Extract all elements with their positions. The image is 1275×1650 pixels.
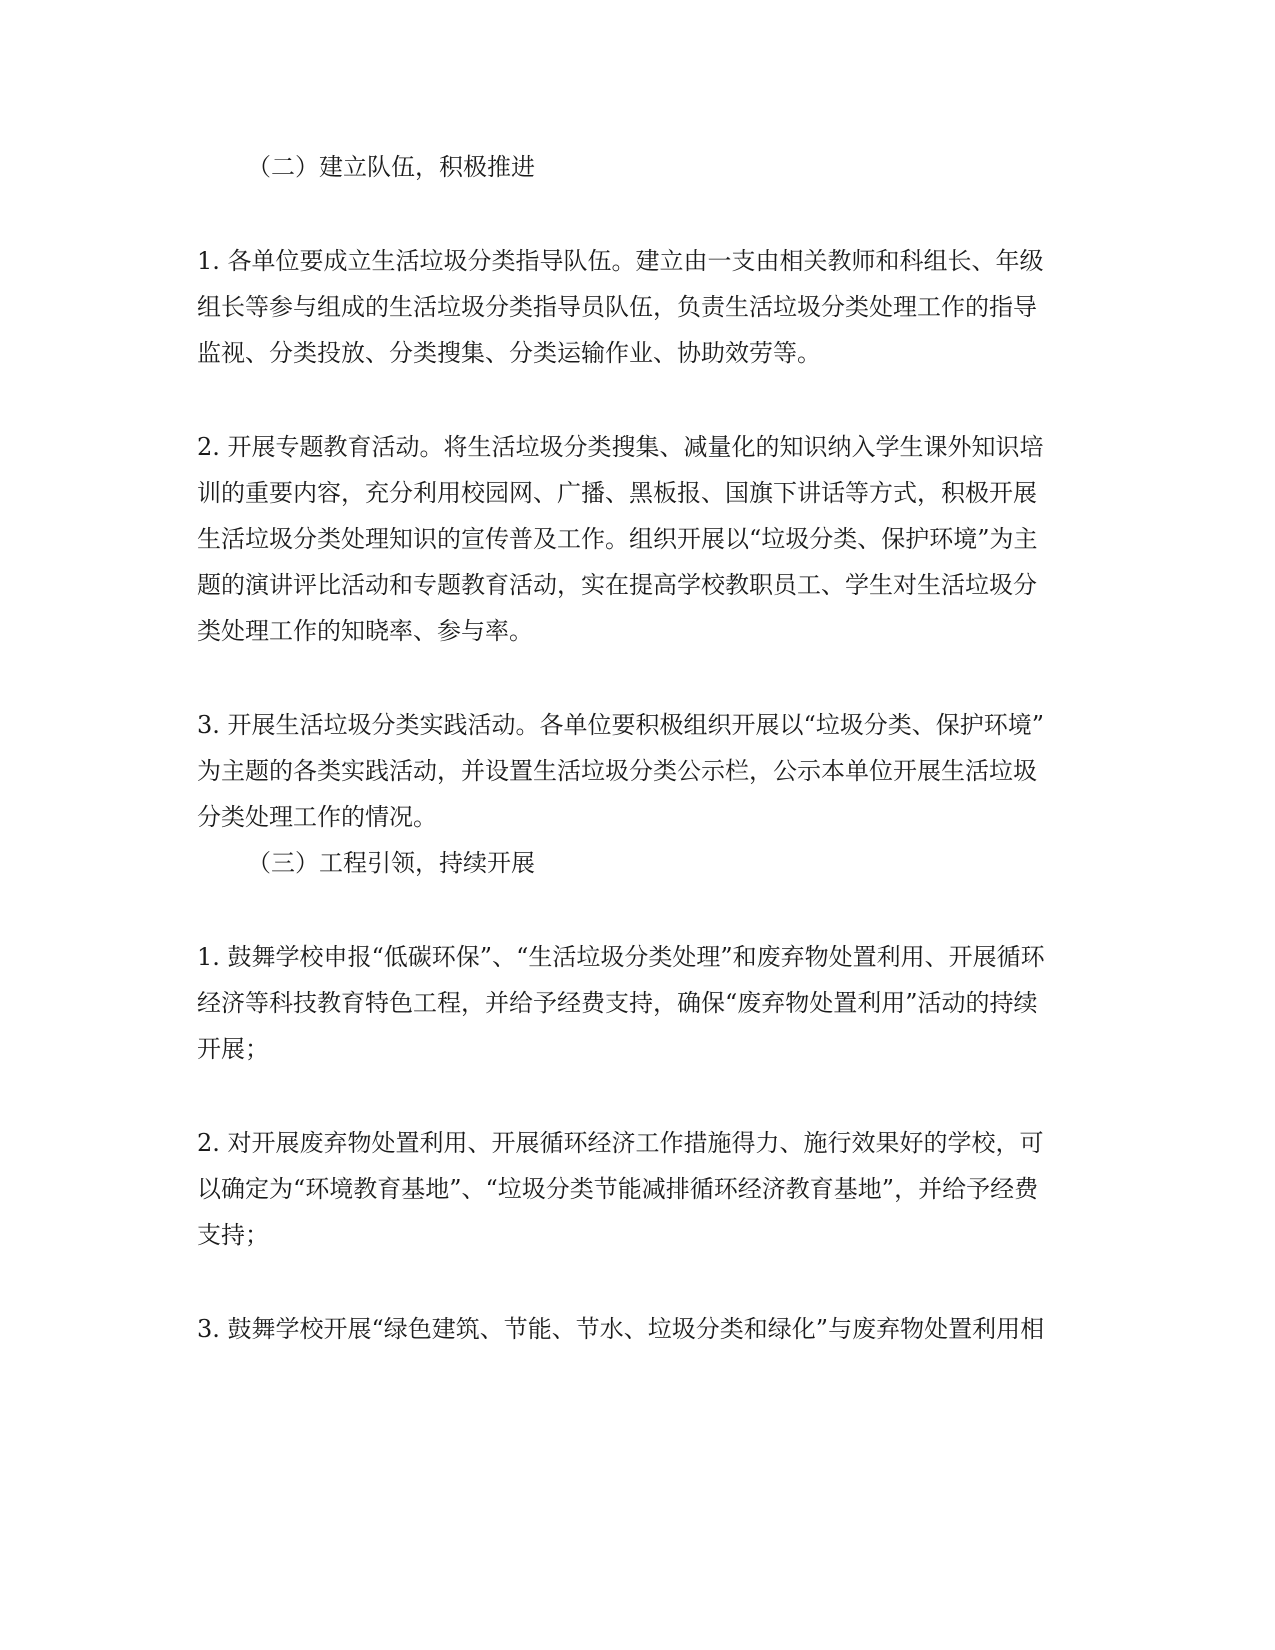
paragraph-line: 分类处理工作的情况。 xyxy=(197,803,437,831)
paragraph-line: 组长等参与组成的生活垃圾分类指导员队伍，负责生活垃圾分类处理工作的指导 xyxy=(197,293,1037,321)
paragraph-line: 3. 鼓舞学校开展“绿色建筑、节能、节水、垃圾分类和绿化”与废弃物处置利用相 xyxy=(197,1315,1045,1343)
paragraph-line: 训的重要内容，充分利用校园网、广播、黑板报、国旗下讲话等方式，积极开展 xyxy=(197,479,1037,507)
section-heading-2: （二）建立队伍，积极推进 xyxy=(247,153,535,181)
paragraph-line: 题的演讲评比活动和专题教育活动，实在提高学校教职员工、学生对生活垃圾分 xyxy=(197,571,1037,599)
paragraph-line: 为主题的各类实践活动，并设置生活垃圾分类公示栏，公示本单位开展生活垃圾 xyxy=(197,757,1037,785)
paragraph-line: 生活垃圾分类处理知识的宣传普及工作。组织开展以“垃圾分类、保护环境”为主 xyxy=(197,525,1038,553)
paragraph-line: 经济等科技教育特色工程，并给予经费支持，确保“废弃物处置利用”活动的持续 xyxy=(197,989,1038,1017)
section-heading-3: （三）工程引领，持续开展 xyxy=(247,849,535,877)
paragraph-line: 1. 各单位要成立生活垃圾分类指导队伍。建立由一支由相关教师和科组长、年级 xyxy=(197,247,1044,275)
paragraph-line: 3. 开展生活垃圾分类实践活动。各单位要积极组织开展以“垃圾分类、保护环境” xyxy=(197,711,1045,739)
paragraph-line: 类处理工作的知晓率、参与率。 xyxy=(197,617,533,645)
paragraph-line: 1. 鼓舞学校申报“低碳环保”、“生活垃圾分类处理”和废弃物处置利用、开展循环 xyxy=(197,943,1045,971)
paragraph-line: 以确定为“环境教育基地”、“垃圾分类节能减排循环经济教育基地”，并给予经费 xyxy=(197,1175,1039,1203)
paragraph-line: 2. 开展专题教育活动。将生活垃圾分类搜集、减量化的知识纳入学生课外知识培 xyxy=(197,433,1044,461)
paragraph-line: 开展； xyxy=(197,1035,269,1063)
paragraph-line: 支持； xyxy=(197,1221,269,1249)
paragraph-line: 2. 对开展废弃物处置利用、开展循环经济工作措施得力、施行效果好的学校，可 xyxy=(197,1129,1044,1157)
paragraph-line: 监视、分类投放、分类搜集、分类运输作业、协助效劳等。 xyxy=(197,339,821,367)
